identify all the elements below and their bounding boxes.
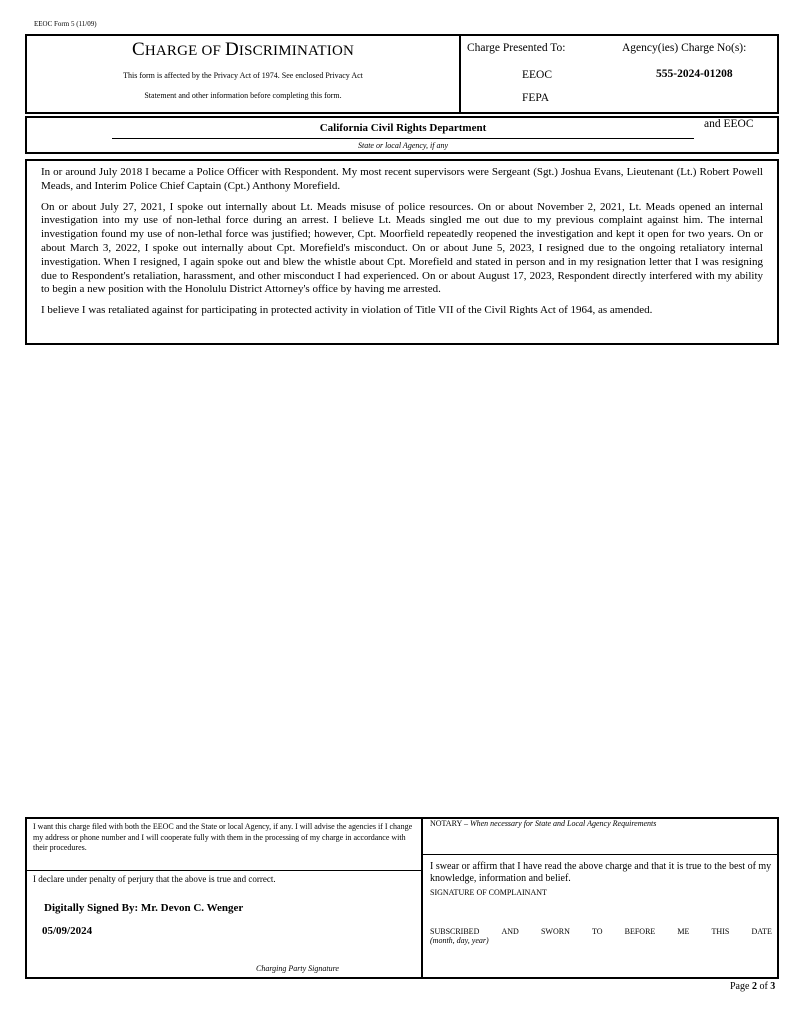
filing-agreement-text: I want this charge filed with both the EEOC and the State or local Agency, if any. I will advise the agencies if I change my address or phone number and I will cooperate fully with them in the processing of my charge in accordance with their procedures. — [33, 822, 413, 852]
charging-party-signature-caption: Charging Party Signature — [256, 964, 339, 973]
form-title: CHARGE OF DISCRIMINATION — [131, 39, 355, 60]
charge-number: 555-2024-01208 — [656, 68, 733, 80]
subscribed-sworn-row: SUBSCRIBED AND SWORN TO BEFORE ME THIS DATE — [430, 927, 772, 936]
page-number: Page 2 of 3 — [730, 981, 776, 992]
narrative-paragraph-2: On or about July 27, 2021, I spoke out internally about Lt. Meads misuse of police resources. On or about November 2, 2021, Lt. Meads opened an internal investigation into my use of non-lethal force during an arrest. I believe Lt. Meads singled me out due to my previous complaint against him. The internal investigation found my use of non-lethal force was justified; however, Cpt. Moorfield repeatedly reopened the investigation and kept it open for two years. On or about March 3, 2022, I spoke out internally about Cpt. Morefield's misconduct. On or about June 5, 2023, I resigned due to the ongoing retaliatory internal investigation. When I resigned, I again spoke out and blew the whistle about Cpt. Morefield and stated in person and in my resignation letter that I was resigning due to Respondent's retaliation, harassment, and other misconduct I had experienced. On or about August 17, 2023, Respondent directly interfered with my ability to begin a new position with the Honolulu District Attorney's office by having me arrested. — [41, 200, 763, 296]
perjury-declaration: I declare under penalty of perjury that the above is true and correct. — [33, 874, 276, 884]
month-day-year-caption: (month, day, year) — [430, 936, 489, 945]
privacy-notice-line1: This form is affected by the Privacy Act of 1974. See enclosed Privacy Act — [123, 71, 363, 80]
form-id: EEOC Form 5 (11/09) — [34, 20, 97, 28]
affirmation-text: I swear or affirm that I have read the above charge and that it is true to the best of my knowledge, information and belief. — [430, 861, 772, 884]
signature-of-complainant-label: SIGNATURE OF COMPLAINANT — [430, 888, 547, 897]
narrative-paragraph-1: In or around July 2018 I became a Police Officer with Respondent. My most recent supervisors were Sergeant (Sgt.) Joshua Evans, Lieutenant (Lt.) Robert Powell Meads, and Interim Police Chief Captain (Cpt.) Anthony Morefield. — [41, 166, 763, 192]
state-agency-caption: State or local Agency, if any — [357, 141, 449, 150]
subscribed-sworn-label — [430, 927, 772, 945]
left-section-rule — [25, 870, 423, 871]
header-divider — [459, 34, 461, 114]
agency-underline — [112, 138, 694, 139]
narrative-paragraph-3: I believe I was retaliated against for participating in protected activity in violation of Title VII of the Civil Rights Act of 1964, as amended. — [41, 304, 653, 317]
privacy-notice-line2: Statement and other information before completing this form. — [144, 91, 342, 100]
charge-presented-to-label: Charge Presented To: — [467, 42, 566, 54]
fepa-option: FEPA — [522, 92, 550, 104]
signature-date: 05/09/2024 — [42, 925, 93, 937]
signature-section-divider — [421, 817, 423, 979]
digital-signature: Digitally Signed By: Mr. Devon C. Wenger — [44, 902, 244, 914]
notary-label: NOTARY – When necessary for State and Local Agency Requirements — [430, 819, 657, 828]
state-agency-name: California Civil Rights Department — [319, 122, 487, 134]
and-eeoc-label: and EEOC — [704, 118, 754, 130]
eeoc-option: EEOC — [522, 69, 553, 81]
agency-charge-no-label: Agency(ies) Charge No(s): — [622, 42, 747, 54]
right-section-rule — [421, 854, 779, 855]
charge-narrative — [25, 159, 779, 345]
